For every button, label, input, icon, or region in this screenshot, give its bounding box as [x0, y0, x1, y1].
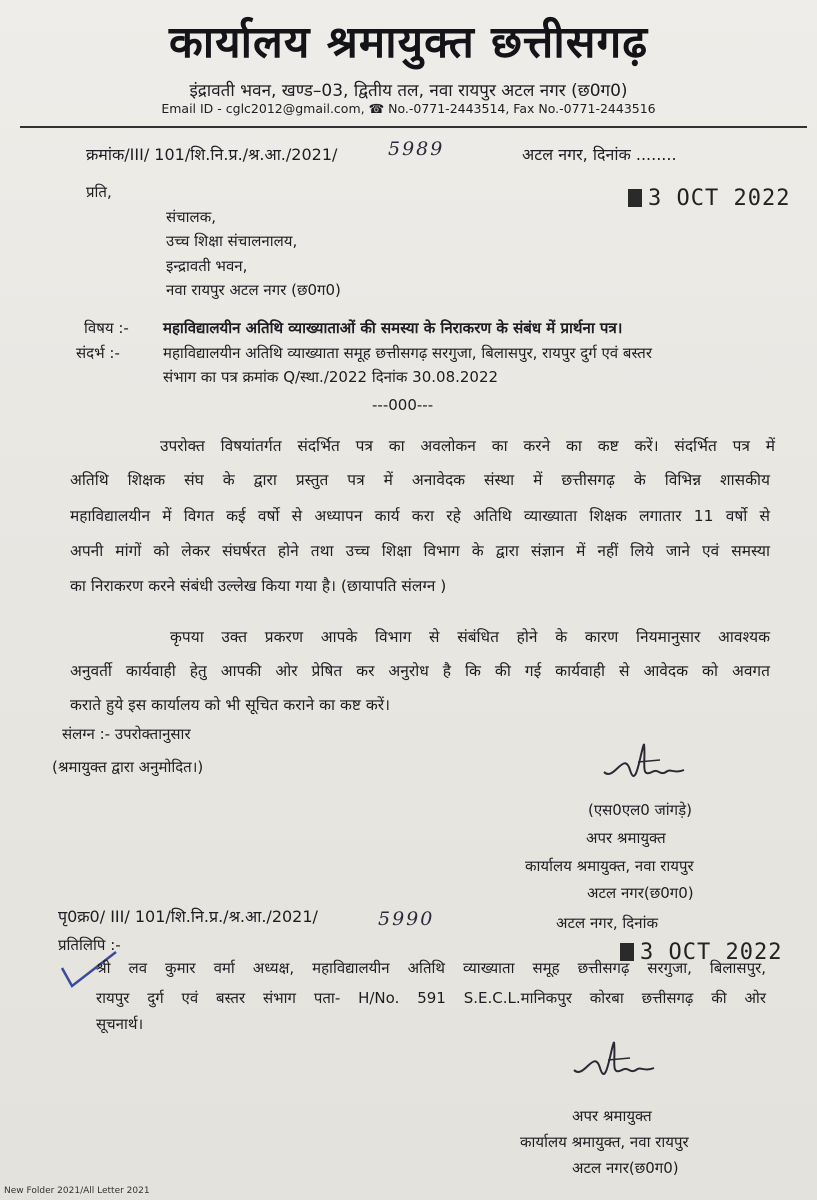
signatory-place: अटल नगर(छ0ग0) — [587, 884, 694, 902]
signatory-designation: अपर श्रमायुक्त — [572, 1107, 652, 1125]
paragraph-line: महाविद्यालयीन में विगत कई वर्षो से अध्यापन कार्य करा रहे अतिथि व्याख्याता शिक्षक लगातार 11 वर्षो से — [70, 507, 770, 525]
handwritten-dispatch-number: 5989 — [388, 138, 445, 160]
reference-line: संभाग का पत्र क्रमांक Q/स्था./2022 दिनांक 30.08.2022 — [163, 368, 499, 386]
stamp-date: 3 OCT 2022 — [640, 940, 783, 965]
subject-label: विषय :- — [84, 319, 129, 337]
signatory-office: कार्यालय श्रमायुक्त, नवा रायपुर — [525, 857, 694, 875]
endorsement-number: पृ0क्र0/ III/ 101/शि.नि.प्र./श्र.आ./2021/ — [58, 907, 318, 926]
signatory-designation: अपर श्रमायुक्त — [586, 829, 666, 847]
copy-label: प्रतिलिपि :- — [58, 936, 121, 954]
endorsement-place-date: अटल नगर, दिनांक — [556, 914, 658, 932]
reference-number: क्रमांक/III/ 101/शि.नि.प्र./श्र.आ./2021/ — [86, 145, 338, 164]
stamp-mark-icon — [628, 189, 642, 207]
enclosure-approval: (श्रमायुक्त द्वारा अनुमोदित।) — [52, 758, 204, 776]
addressee-line: उच्च शिक्षा संचालनालय, — [166, 232, 298, 250]
paragraph-line: अपनी मांगों को लेकर संघर्षरत होने तथा उच्च शिक्षा विभाग के द्वारा संज्ञान में नहीं लिये जाने एवं समस्या — [70, 542, 770, 560]
letterhead-divider — [20, 126, 807, 128]
subject-text: महाविद्यालयीन अतिथि व्याख्याताओं की समस्या के निराकरण के संबंध में प्रार्थना पत्र। — [163, 319, 623, 337]
separator: ---000--- — [372, 396, 434, 414]
date-stamp — [628, 186, 790, 211]
addressee-line: संचालक, — [166, 208, 217, 226]
letterhead-address: इंद्रावती भवन, खण्ड–03, द्वितीय तल, नवा रायपुर अटल नगर (छ0ग0) — [189, 81, 628, 101]
copy-to-line: श्री लव कुमार वर्मा अध्यक्ष, महाविद्यालयीन अतिथि व्याख्याता समूह छत्तीसगढ़ सरगुजा, बिलासपुर, — [96, 959, 766, 977]
signatory-place: अटल नगर(छ0ग0) — [572, 1159, 679, 1177]
copy-to-line: रायपुर दुर्ग एवं बस्तर संभाग पता- H/No. 591 S.E.C.L.मानिकपुर कोरबा छत्तीसगढ़ की ओर — [96, 989, 766, 1007]
paragraph-line: अनुवर्ती कार्यवाही हेतु आपकी ओर प्रेषित कर अनुरोध है कि की गई कार्यवाही से आवेदक को अवगत — [70, 662, 770, 680]
addressee-line: इन्द्रावती भवन, — [166, 257, 248, 275]
stamp-date: 3 OCT 2022 — [648, 186, 791, 211]
signatory-office: कार्यालय श्रमायुक्त, नवा रायपुर — [520, 1133, 689, 1151]
paragraph-line: कृपया उक्त प्रकरण आपके विभाग से संबंधित होने के कारण नियमानुसार आवश्यक — [170, 628, 770, 646]
paragraph-line: उपरोक्त विषयांतर्गत संदर्भित पत्र का अवलोकन का करने का कष्ट करें। संदर्भित पत्र में — [160, 437, 775, 455]
paragraph-line: अतिथि शिक्षक संघ के द्वारा प्रस्तुत पत्र में अनावेदक संस्था में छत्तीसगढ़ के विभिन्न शासकीय — [70, 471, 770, 489]
handwritten-endorsement-number: 5990 — [378, 908, 435, 930]
letterhead-contact: Email ID - cglc2012@gmail.com, ☎ No.-0771-2443514, Fax No.-0771-2443516 — [161, 101, 656, 116]
signature-2 — [570, 1040, 660, 1086]
file-path-footer: New Folder 2021/All Letter 2021 — [4, 1186, 150, 1196]
letterhead-title: कार्यालय श्रमायुक्त छत्तीसगढ़ — [168, 17, 649, 68]
addressee-line: नवा रायपुर अटल नगर (छ0ग0) — [166, 281, 341, 299]
enclosure-line: संलग्न :- उपरोक्तानुसार — [62, 725, 191, 743]
reference-line: महाविद्यालयीन अतिथि व्याख्याता समूह छत्तीसगढ़ सरगुजा, बिलासपुर, रायपुर दुर्ग एवं बस्तर — [163, 344, 652, 362]
reference-label: संदर्भ :- — [76, 344, 120, 362]
place-date: अटल नगर, दिनांक ........ — [522, 145, 677, 164]
prati-label: प्रति, — [86, 183, 112, 201]
paragraph-line: का निराकरण करने संबंधी उल्लेख किया गया है। (छायापति संलग्न ) — [70, 577, 447, 595]
signature-1 — [600, 742, 690, 788]
signatory-name: (एस0एल0 जांगड़े) — [588, 801, 692, 819]
paragraph-line: कराते हुये इस कार्यालय को भी सूचित कराने का कष्ट करें। — [70, 696, 390, 714]
copy-to-line: सूचनार्थ। — [96, 1015, 144, 1033]
